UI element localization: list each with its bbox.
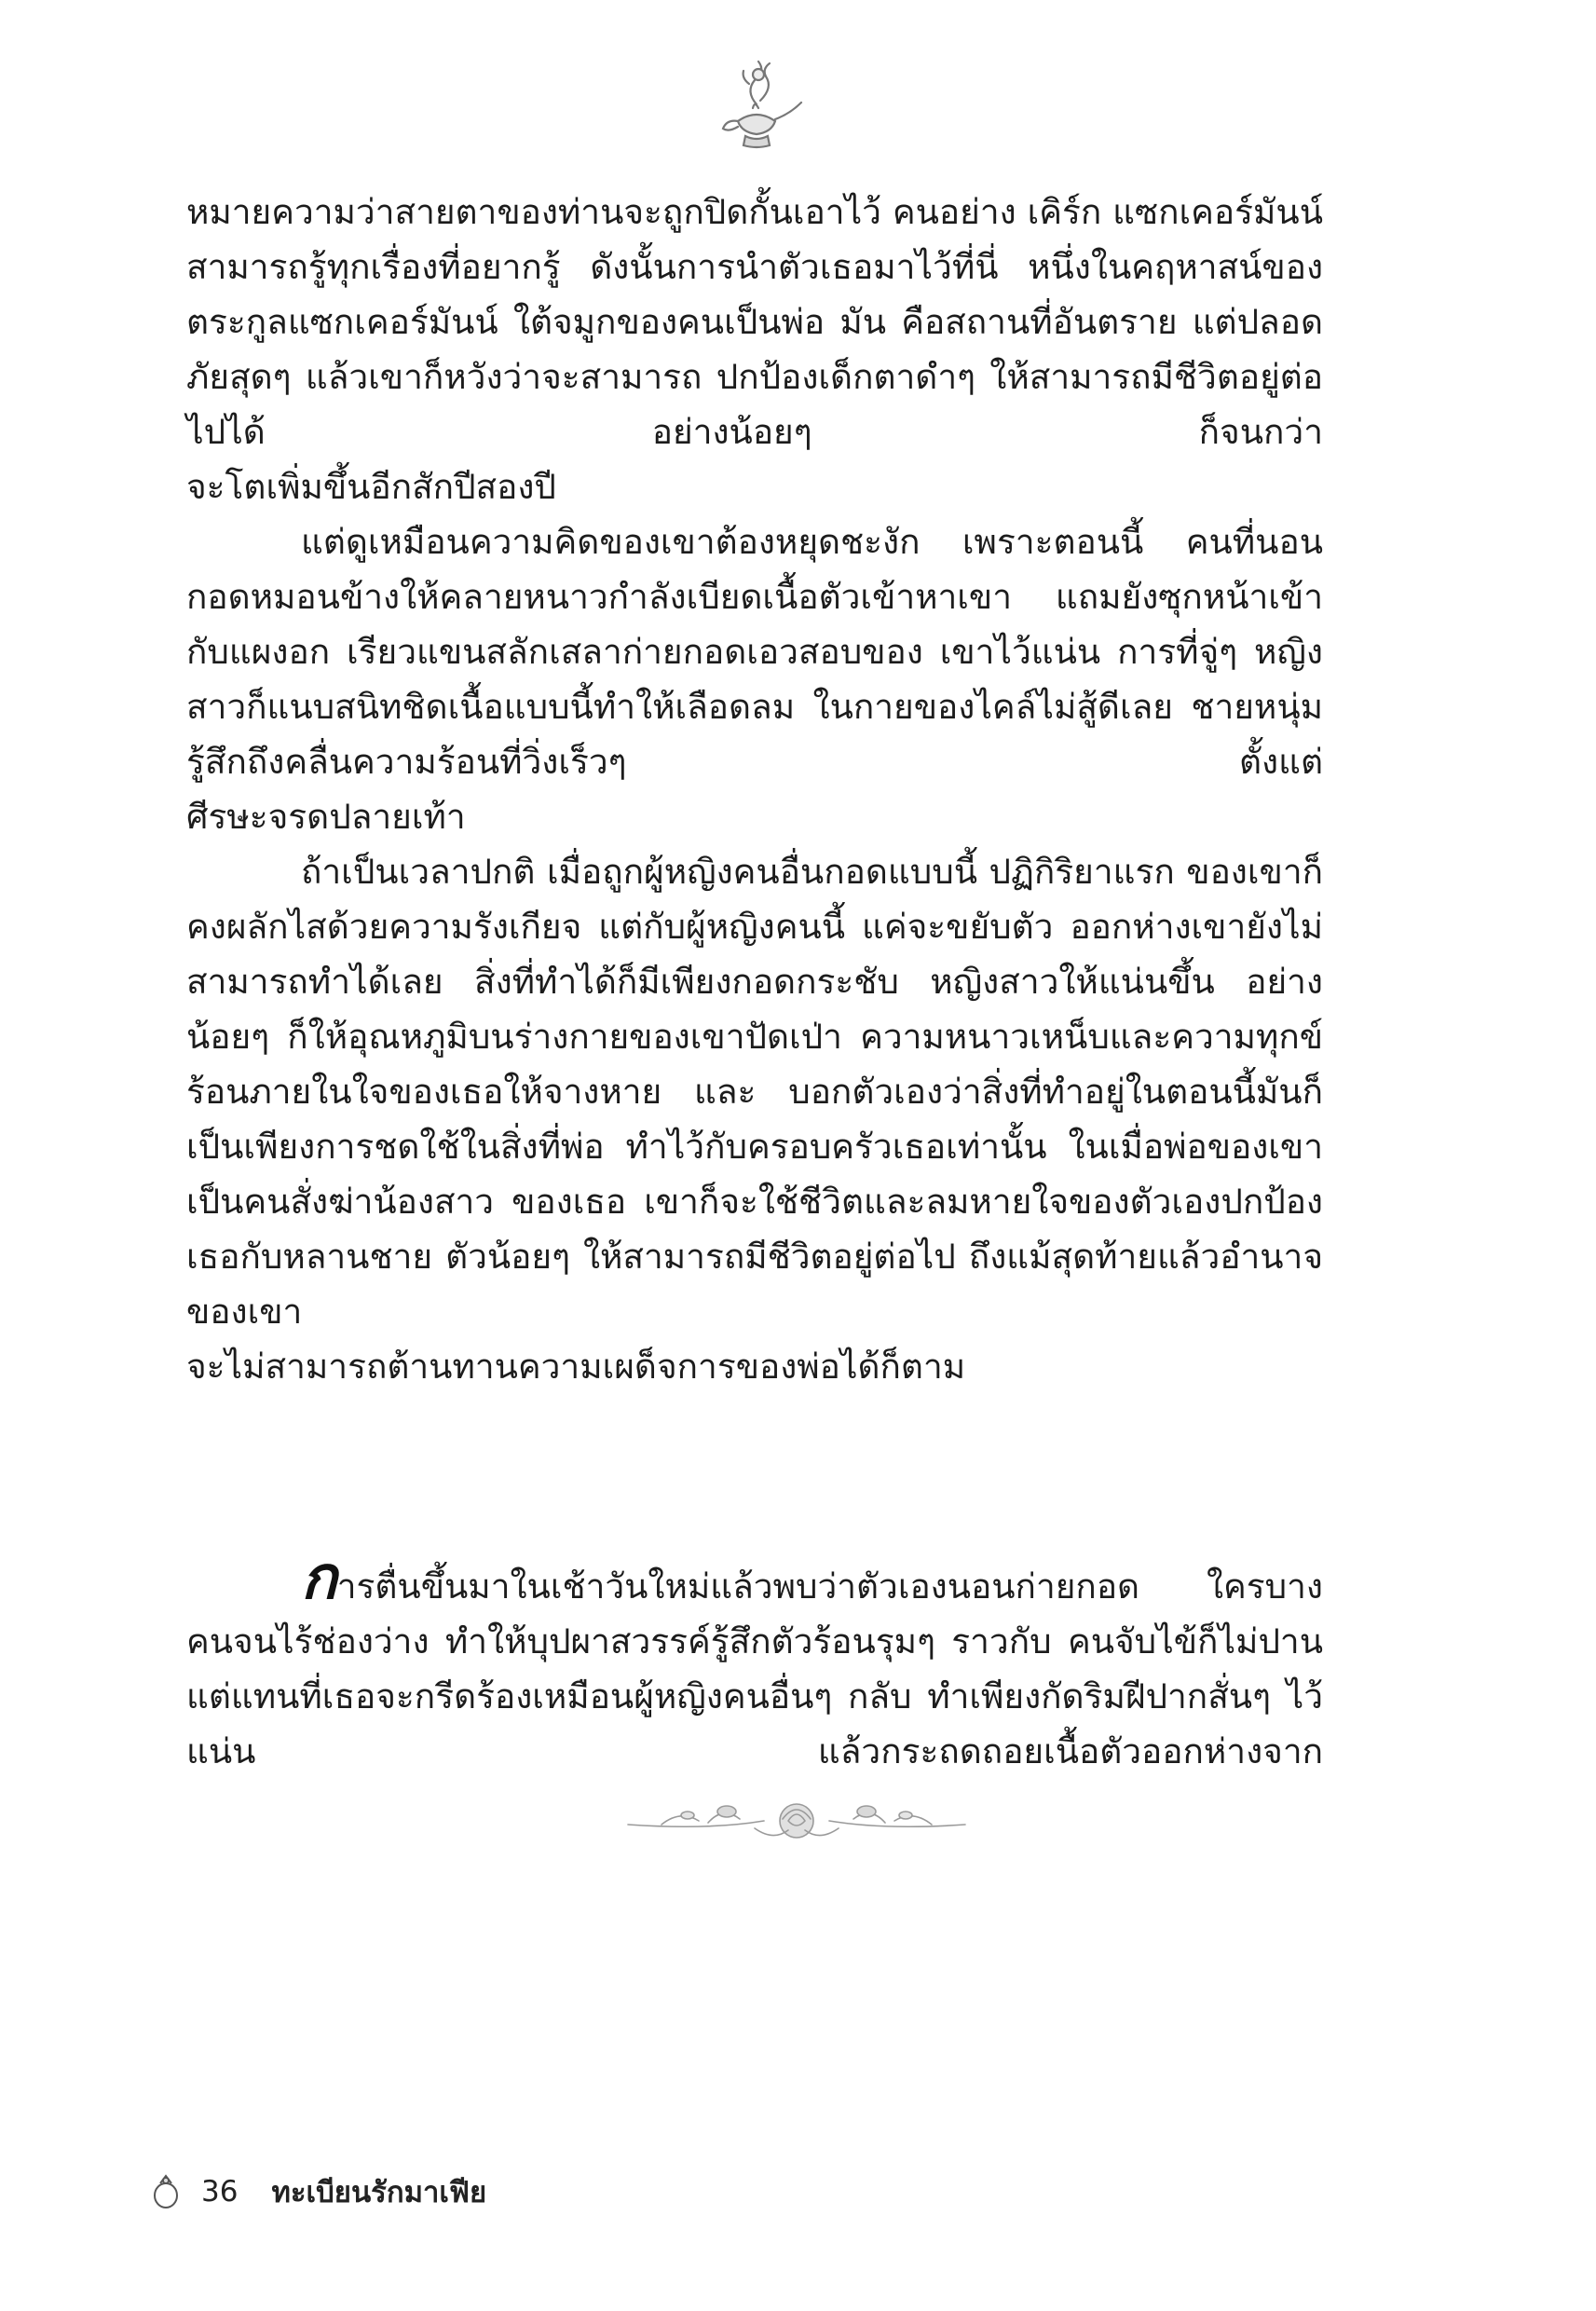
text-line: หญิงสาวให้แน่นขึ้น อย่างน้อยๆ ก็ให้อุณหภูมิบนร่างกายของเขาปัดเป่า bbox=[186, 962, 1323, 1057]
ring-icon bbox=[149, 2173, 183, 2210]
paragraph-4 bbox=[186, 1544, 1324, 1779]
text-line: ศีรษะจรดปลายเท้า bbox=[186, 797, 466, 837]
text-line: แต่ดูเหมือนความคิดของเขาต้องหยุดชะงัก เพราะตอนนี้ bbox=[301, 522, 1144, 562]
text-line: ของเธอ เขาก็จะใช้ชีวิตและลมหายใจของตัวเองปกป้องเธอกับหลานชาย bbox=[186, 1182, 1323, 1277]
page-footer bbox=[149, 2171, 486, 2212]
book-title: ทะเบียนรักมาเฟีย bbox=[271, 2176, 487, 2209]
text-line: ของเขาก็คงผลักไสด้วยความรังเกียจ แต่กับผู้หญิงคนนี้ แค่จะขยับตัว bbox=[186, 852, 1323, 947]
paragraph-2-end bbox=[186, 789, 1323, 844]
text-line: ทำไว้กับครอบครัวเธอเท่านั้น ในเมื่อพ่อของเขาเป็นคนสั่งฆ่าน้องสาว bbox=[186, 1127, 1324, 1222]
floral-rose-divider-icon bbox=[624, 1787, 969, 1849]
text-line: จะโตเพิ่มขึ้นอีกสักปีสองปี bbox=[186, 467, 556, 507]
drop-cap: ก bbox=[301, 1544, 337, 1613]
paragraph-3 bbox=[186, 844, 1323, 1339]
paragraph-1 bbox=[186, 185, 1323, 459]
text-line: ทำเพียงกัดริมฝีปากสั่นๆ ไว้แน่น แล้วกระถดถอยเนื้อตัวออกห่างจาก bbox=[186, 1676, 1323, 1771]
text-line: เขาไว้แน่น การที่จู่ๆ หญิงสาวก็แนบสนิทชิดเนื้อแบบนี้ทำให้เลือดลม bbox=[186, 632, 1323, 727]
text-line: ตัวน้อยๆ ให้สามารถมีชีวิตอยู่ต่อไป ถึงแม้สุดท้ายแล้วอำนาจของเขา bbox=[186, 1237, 1324, 1332]
text-line: ในกายของไคล์ไม่สู้ดีเลย ชายหนุ่มรู้สึกถึงคลื่นความร้อนที่วิ่งเร็วๆ ตั้งแต่ bbox=[186, 687, 1323, 782]
text-line: ใครบางคนจนไร้ช่องว่าง ทำให้บุปผาสวรรค์รู้สึกตัวร้อนรุมๆ ราวกับ bbox=[186, 1566, 1323, 1661]
text-line: หมายความว่าสายตาของท่านจะถูกปิดกั้นเอาไว้ คนอย่าง เคิร์ก bbox=[186, 192, 1102, 232]
page-number: 36 bbox=[201, 2175, 239, 2208]
genie-lamp-icon bbox=[701, 54, 812, 157]
text-line: บอกตัวเองว่าสิ่งที่ทำอยู่ในตอนนี้มันก็เป็นเพียงการชดใช้ในสิ่งที่พ่อ bbox=[186, 1072, 1323, 1167]
text-line: คนจับไข้ก็ไม่ปาน แต่แทนที่เธอจะกรีดร้องเหมือนผู้หญิงคนอื่นๆ กลับ bbox=[186, 1621, 1324, 1716]
paragraph-2 bbox=[186, 514, 1323, 789]
paragraph-1-end bbox=[186, 459, 1323, 514]
text-line: ความหนาวเหน็บและความทุกข์ร้อนภายในใจของเธอให้จางหาย และ bbox=[186, 1017, 1324, 1112]
body-text bbox=[186, 185, 1323, 1779]
text-line: หนึ่งในคฤหาสน์ของตระกูลแซกเคอร์มันน์ ใต้จมูกของคนเป็นพ่อ มัน bbox=[186, 247, 1324, 342]
paragraph-3-end bbox=[186, 1339, 1323, 1394]
text-line: จะไม่สามารถต้านทานความเผด็จการของพ่อได้ก็ตาม bbox=[186, 1347, 966, 1387]
text-line: แถมยังซุกหน้าเข้ากับแผงอก เรียวแขนสลักเสลาก่ายกอดเอวสอบของ bbox=[186, 577, 1323, 672]
text-line: คือสถานที่อันตราย แต่ปลอดภัยสุดๆ แล้วเขาก็หวังว่าจะสามารถ bbox=[186, 302, 1323, 397]
text-line: แซกเคอร์มันน์ สามารถรู้ทุกเรื่องที่อยากรู้ ดังนั้นการนำตัวเธอมาไว้ที่นี่ bbox=[186, 192, 1324, 287]
text-line: ถ้าเป็นเวลาปกติ เมื่อถูกผู้หญิงคนอื่นกอดแบบนี้ ปฏิกิริยาแรก bbox=[301, 852, 1175, 892]
text-line: ารตื่นขึ้นมาในเช้าวันใหม่แล้วพบว่าตัวเองนอนก่ายกอด bbox=[336, 1566, 1140, 1607]
text-line: ปกป้องเด็กตาดำๆ ให้สามารถมีชีวิตอยู่ต่อไปได้ อย่างน้อยๆ ก็จนกว่า bbox=[186, 357, 1324, 452]
text-line: คนที่นอนกอดหมอนข้างให้คลายหนาวกำลังเบียดเนื้อตัวเข้าหาเขา bbox=[186, 522, 1323, 617]
section-gap bbox=[186, 1394, 1323, 1559]
text-line: ออกห่างเขายังไม่สามารถทำได้เลย สิ่งที่ทำได้ก็มีเพียงกอดกระชับ bbox=[186, 907, 1323, 1002]
